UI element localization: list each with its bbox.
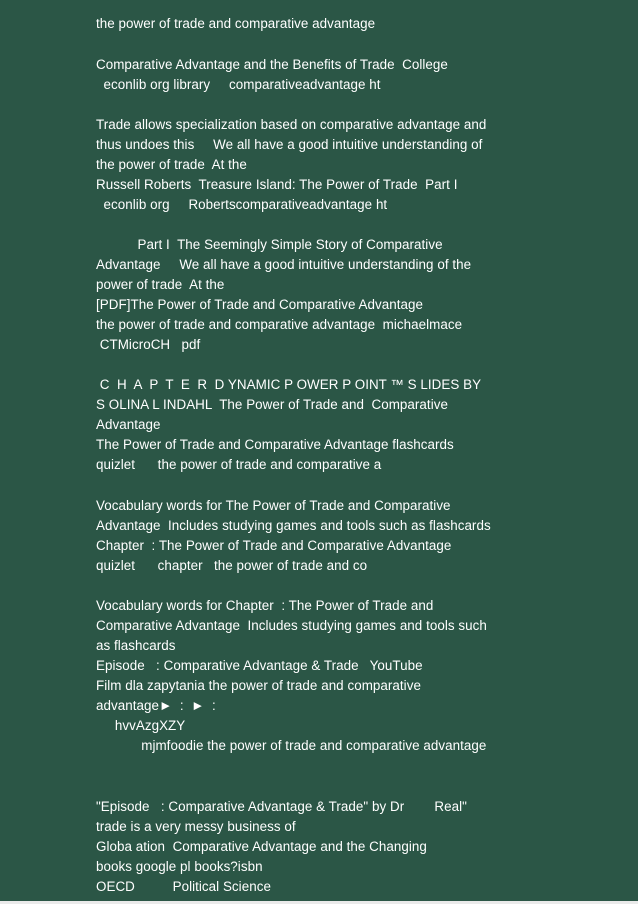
text-line: Episode : Comparative Advantage & Trade YouTube — [96, 658, 423, 673]
text-line: quizlet chapter the power of trade and co — [96, 558, 368, 573]
text-line: Part I The Seemingly Simple Story of Comparative — [96, 237, 443, 252]
text-line: the power of trade and comparative advantage — [96, 16, 376, 31]
text-line: [PDF]The Power of Trade and Comparative Advantage — [96, 297, 423, 312]
text-line: Chapter : The Power of Trade and Comparative Advantage — [96, 538, 452, 553]
text-line: S OLINA L INDAHL The Power of Trade and Comparative — [96, 397, 448, 412]
text-line: Comparative Advantage and the Benefits of Trade College — [96, 57, 448, 72]
text-line: OECD Political Science — [96, 879, 271, 894]
text-line: Comparative Advantage Includes studying games and tools such — [96, 618, 487, 633]
text-line: the power of trade and comparative advantage michaelmace — [96, 317, 463, 332]
text-line: Film dla zapytania the power of trade and comparative — [96, 678, 421, 693]
text-line: C H A P T E R D YNAMIC P OWER P OINT ™ S LIDES BY — [96, 377, 482, 392]
text-line: econlib org Robertscomparativeadvantage ht — [96, 197, 388, 212]
text-line: "Episode : Comparative Advantage & Trade" by Dr Real" — [96, 799, 467, 814]
text-line: Globa ation Comparative Advantage and the Changing — [96, 839, 427, 854]
text-line: quizlet the power of trade and comparative a — [96, 457, 382, 472]
text-line: Vocabulary words for Chapter : The Power of Trade and — [96, 598, 434, 613]
text-line: The Power of Trade and Comparative Advantage flashcards — [96, 437, 454, 452]
text-line: books google pl books?isbn — [96, 859, 263, 874]
text-line: Vocabulary words for The Power of Trade and Comparative — [96, 498, 451, 513]
text-line: power of trade At the — [96, 277, 225, 292]
text-line: Advantage — [96, 417, 161, 432]
text-line: the power of trade At the — [96, 157, 247, 172]
text-line: advantage► : ► : — [96, 698, 216, 713]
text-line: Advantage We all have a good intuitive understanding of the — [96, 257, 472, 272]
text-line: as flashcards — [96, 638, 176, 653]
text-line: Advantage Includes studying games and tools such as flashcards — [96, 518, 491, 533]
text-line: econlib org library comparativeadvantage ht — [96, 77, 381, 92]
text-line: Trade allows specialization based on comparative advantage and — [96, 117, 487, 132]
text-line: mjmfoodie the power of trade and comparative advantage — [96, 738, 487, 753]
text-line: CTMicroCH pdf — [96, 337, 201, 352]
text-line: trade is a very messy business of — [96, 819, 296, 834]
text-line: hvvAzgXZY — [96, 718, 186, 733]
text-line: Russell Roberts Treasure Island: The Power of Trade Part I — [96, 177, 458, 192]
text-line: thus undoes this We all have a good intuitive understanding of — [96, 137, 483, 152]
